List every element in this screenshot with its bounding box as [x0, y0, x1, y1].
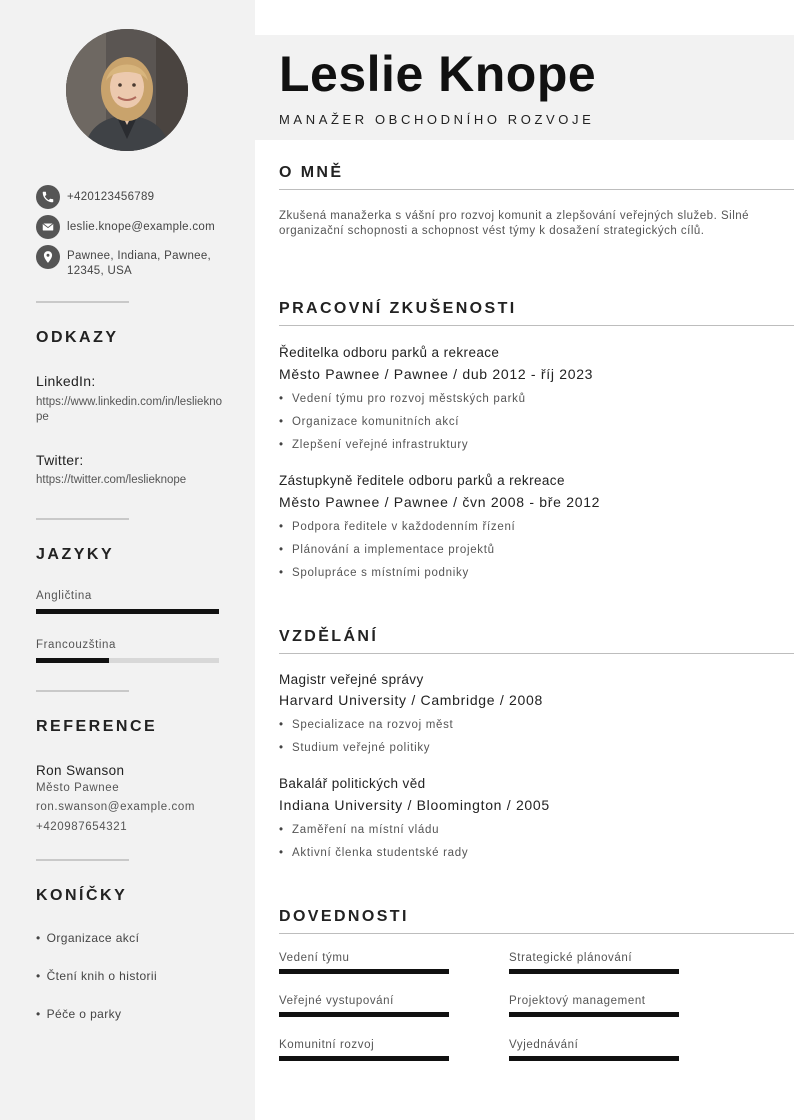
degree-title: Bakalář politických věd	[279, 776, 426, 791]
degree-subtitle: Harvard University / Cambridge / 2008	[279, 692, 543, 708]
skill-item	[509, 995, 679, 1017]
about-text: Zkušená manažerka s vášní pro rozvoj komunit a zlepšování veřejných služeb. Silné organizační schopnosti a schopnost vést týmy k dosažení strategických cílů.	[279, 210, 750, 237]
divider	[36, 301, 129, 303]
address-line-1: Pawnee, Indiana, Pawnee,	[67, 250, 212, 262]
bullet-text: Aktivní členka studentské rady	[292, 847, 469, 859]
twitter-link[interactable]: https://twitter.com/leslieknope	[36, 474, 187, 486]
degree-bullet: • Specializace na rozvoj měst	[279, 719, 454, 731]
linkedin-label: LinkedIn:	[36, 373, 96, 389]
skill-level-bar	[279, 1056, 449, 1061]
degree-bullet: • Aktivní členka studentské rady	[279, 847, 469, 859]
skill-level-bar	[279, 1012, 449, 1017]
section-divider	[279, 653, 794, 654]
language-label: Angličtina	[36, 590, 92, 602]
experience-heading: PRACOVNÍ ZKUŠENOSTI	[279, 300, 517, 317]
skill-level-fill	[279, 1056, 449, 1061]
skill-item	[509, 1039, 679, 1061]
job-bullet: • Vedení týmu pro rozvoj městských parků	[279, 393, 526, 405]
language-level-fill	[36, 658, 109, 663]
job-subtitle: Město Pawnee / Pawnee / čvn 2008 - bře 2012	[279, 494, 601, 510]
sidebar	[0, 0, 255, 1120]
hobby-label: Čtení knih o historii	[46, 969, 158, 983]
about-heading: O MNĚ	[279, 164, 344, 181]
degree-bullet: • Studium veřejné politiky	[279, 742, 431, 754]
language-level-bar	[36, 658, 219, 663]
bullet-text: Plánování a implementace projektů	[292, 544, 495, 556]
bullet-text: Organizace komunitních akcí	[292, 416, 460, 428]
language-level-bar	[36, 609, 219, 614]
linkedin-link[interactable]: https://www.linkedin.com/in/leslieknope	[36, 396, 222, 423]
hobbies-heading: KONÍČKY	[36, 887, 128, 904]
skill-level-bar	[509, 1056, 679, 1061]
section-divider	[279, 325, 794, 326]
skill-level-bar	[509, 969, 679, 974]
skill-level-bar	[279, 969, 449, 974]
person-role: MANAŽER OBCHODNÍHO ROZVOJE	[279, 112, 595, 127]
bullet-text: Podpora ředitele v každodenním řízení	[292, 521, 516, 533]
degree-bullet: • Zaměření na místní vládu	[279, 824, 440, 836]
education-heading: VZDĚLÁNÍ	[279, 628, 379, 645]
job-bullet: • Zlepšení veřejné infrastruktury	[279, 439, 469, 451]
reference-name: Ron Swanson	[36, 763, 125, 778]
degree-subtitle: Indiana University / Bloomington / 2005	[279, 797, 550, 813]
job-title: Zástupkyně ředitele odboru parků a rekreace	[279, 473, 565, 488]
bullet-text: Vedení týmu pro rozvoj městských parků	[292, 393, 526, 405]
divider	[36, 518, 129, 520]
skill-label: Vedení týmu	[279, 952, 350, 964]
skill-label: Veřejné vystupování	[279, 995, 394, 1007]
bullet-text: Specializace na rozvoj měst	[292, 719, 454, 731]
map-pin-icon	[36, 245, 60, 269]
reference-org: Město Pawnee	[36, 782, 120, 794]
hobby-label: Péče o parky	[46, 1007, 122, 1021]
contact-phone	[36, 185, 154, 209]
language-level-fill	[36, 609, 219, 614]
envelope-icon	[36, 215, 60, 239]
profile-photo	[66, 29, 188, 151]
skill-level-fill	[279, 969, 449, 974]
job-bullet: • Organizace komunitních akcí	[279, 416, 460, 428]
skill-item	[279, 1039, 449, 1061]
reference-heading: REFERENCE	[36, 718, 158, 735]
job-bullet: • Podpora ředitele v každodenním řízení	[279, 521, 516, 533]
hobby-item: • Čtení knih o historii	[36, 969, 158, 983]
bullet-text: Zaměření na místní vládu	[292, 824, 440, 836]
job-subtitle: Město Pawnee / Pawnee / dub 2012 - říj 2023	[279, 366, 594, 382]
job-bullet: • Plánování a implementace projektů	[279, 544, 495, 556]
skill-label: Vyjednávání	[509, 1039, 579, 1051]
phone-icon	[36, 185, 60, 209]
phone-text: +420123456789	[67, 191, 155, 203]
job-bullet: • Spolupráce s místními podniky	[279, 567, 469, 579]
contact-address	[36, 245, 211, 279]
degree-title: Magistr veřejné správy	[279, 672, 424, 687]
skill-item	[279, 952, 449, 974]
hobby-label: Organizace akcí	[46, 931, 140, 945]
address-text	[67, 249, 211, 279]
hobby-item: • Organizace akcí	[36, 931, 140, 945]
links-heading: ODKAZY	[36, 329, 119, 346]
reference-phone: +420987654321	[36, 821, 128, 833]
skill-item	[279, 995, 449, 1017]
skill-item	[509, 952, 679, 974]
section-divider	[279, 189, 794, 190]
skill-level-fill	[509, 969, 679, 974]
language-label: Francouzština	[36, 639, 117, 651]
skill-level-fill	[509, 1012, 679, 1017]
contact-email	[36, 215, 215, 239]
skill-label: Strategické plánování	[509, 952, 633, 964]
bullet-text: Studium veřejné politiky	[292, 742, 431, 754]
divider	[36, 859, 129, 861]
email-text: leslie.knope@example.com	[67, 221, 215, 233]
reference-email: ron.swanson@example.com	[36, 801, 196, 813]
twitter-label: Twitter:	[36, 452, 84, 468]
languages-heading: JAZYKY	[36, 546, 115, 563]
hobby-item: • Péče o parky	[36, 1007, 122, 1021]
skill-level-fill	[279, 1012, 449, 1017]
bullet-text: Spolupráce s místními podniky	[292, 567, 469, 579]
skill-label: Projektový management	[509, 995, 646, 1007]
job-title: Ředitelka odboru parků a rekreace	[279, 345, 500, 360]
skill-level-fill	[509, 1056, 679, 1061]
section-divider	[279, 933, 794, 934]
skill-label: Komunitní rozvoj	[279, 1039, 375, 1051]
person-name: Leslie Knope	[279, 46, 597, 102]
bullet-text: Zlepšení veřejné infrastruktury	[292, 439, 469, 451]
address-line-2: 12345, USA	[67, 265, 133, 277]
skill-level-bar	[509, 1012, 679, 1017]
skills-heading: DOVEDNOSTI	[279, 908, 409, 925]
main-content	[255, 0, 794, 1120]
divider	[36, 690, 129, 692]
